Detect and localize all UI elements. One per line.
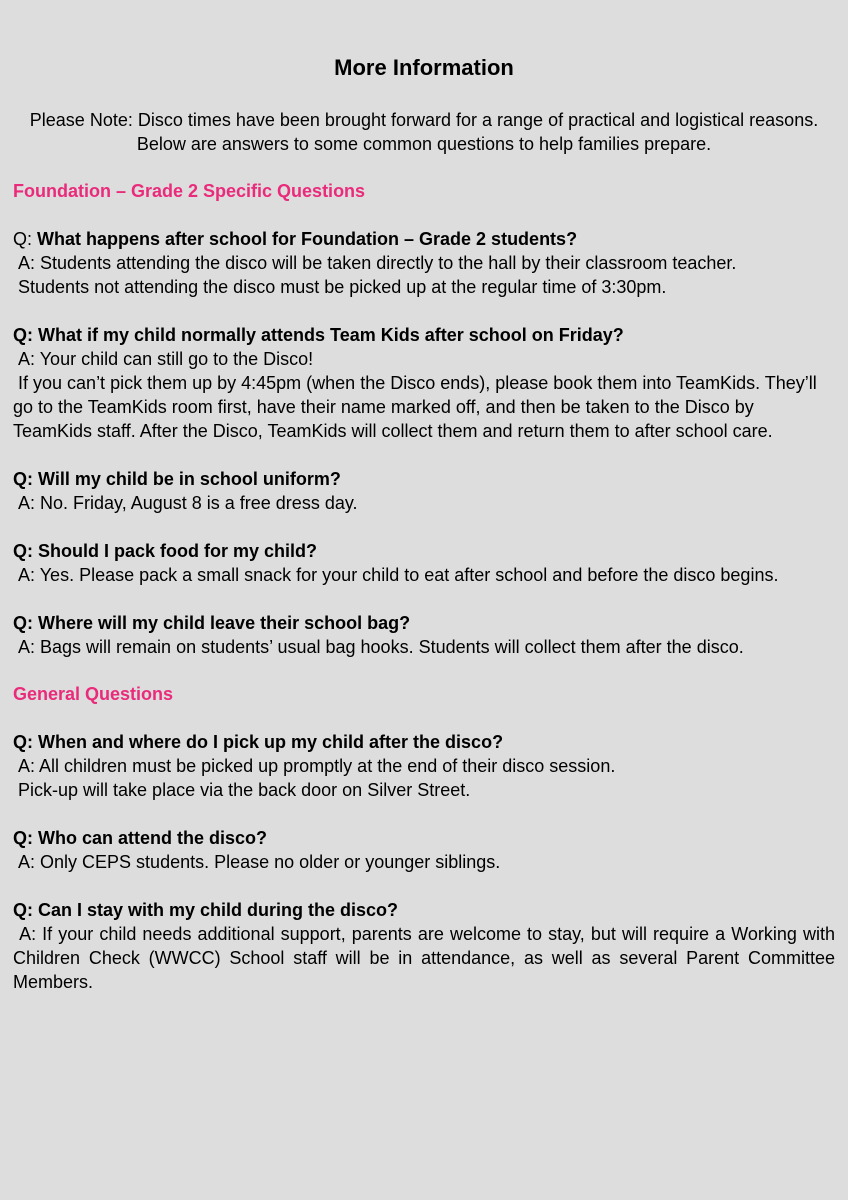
qa-item <box>13 898 841 994</box>
answer-line: A: Only CEPS students. Please no older or younger siblings. <box>13 852 501 872</box>
question: Q: Can I stay with my child during the disco? <box>13 900 399 920</box>
qa-item <box>13 730 835 802</box>
answer-line: If you can’t pick them up by 4:45pm (when the Disco ends), please book them into TeamKids. They’ll go to the TeamKids room first, have their name marked off, and then be taken to the Disco by TeamKids staff. After the Disco, TeamKids will collect them and return them to after school care. <box>13 373 822 441</box>
section-heading-general: General Questions <box>13 684 174 704</box>
answer-line: A: Your child can still go to the Disco! <box>13 349 314 369</box>
section-heading-foundation: Foundation – Grade 2 Specific Questions <box>13 181 366 201</box>
qa-item <box>13 611 835 659</box>
question: Q: When and where do I pick up my child after the disco? <box>13 732 504 752</box>
question-prefix: Q: <box>13 229 38 249</box>
qa-item <box>13 227 835 299</box>
question: Q: Should I pack food for my child? <box>13 541 318 561</box>
question-text: What happens after school for Foundation – Grade 2 students? <box>37 229 578 249</box>
question: Q: Will my child be in school uniform? <box>13 469 341 489</box>
qa-item <box>13 323 835 443</box>
answer-line: A: If your child needs additional support, parents are welcome to stay, but will require a Working with Children Check (WWCC) School staff will be in attendance, as well as several Parent Committee Members. <box>13 924 841 992</box>
question: Q: Who can attend the disco? <box>13 828 268 848</box>
question <box>13 227 835 251</box>
intro-note: Please Note: Disco times have been brought forward for a range of practical and logistical reasons. Below are answers to some common questions to help families prepare. <box>29 110 819 154</box>
answer-line: A: Yes. Please pack a small snack for your child to eat after school and before the disco begins. <box>13 565 779 585</box>
answer-line: Pick-up will take place via the back door on Silver Street. <box>13 780 471 800</box>
answer-line: A: All children must be picked up promptly at the end of their disco session. <box>13 756 616 776</box>
qa-item <box>13 826 835 874</box>
question: Q: What if my child normally attends Team Kids after school on Friday? <box>13 325 624 345</box>
qa-item <box>13 467 835 515</box>
page-title: More Information <box>334 55 514 80</box>
answer-line: A: No. Friday, August 8 is a free dress day. <box>13 493 358 513</box>
answer-line: A: Bags will remain on students’ usual bag hooks. Students will collect them after the disco. <box>13 637 744 657</box>
qa-item <box>13 539 835 587</box>
answer-line: A: Students attending the disco will be taken directly to the hall by their classroom teacher. <box>13 253 737 273</box>
question: Q: Where will my child leave their school bag? <box>13 613 411 633</box>
answer-line: Students not attending the disco must be picked up at the regular time of 3:30pm. <box>13 277 667 297</box>
